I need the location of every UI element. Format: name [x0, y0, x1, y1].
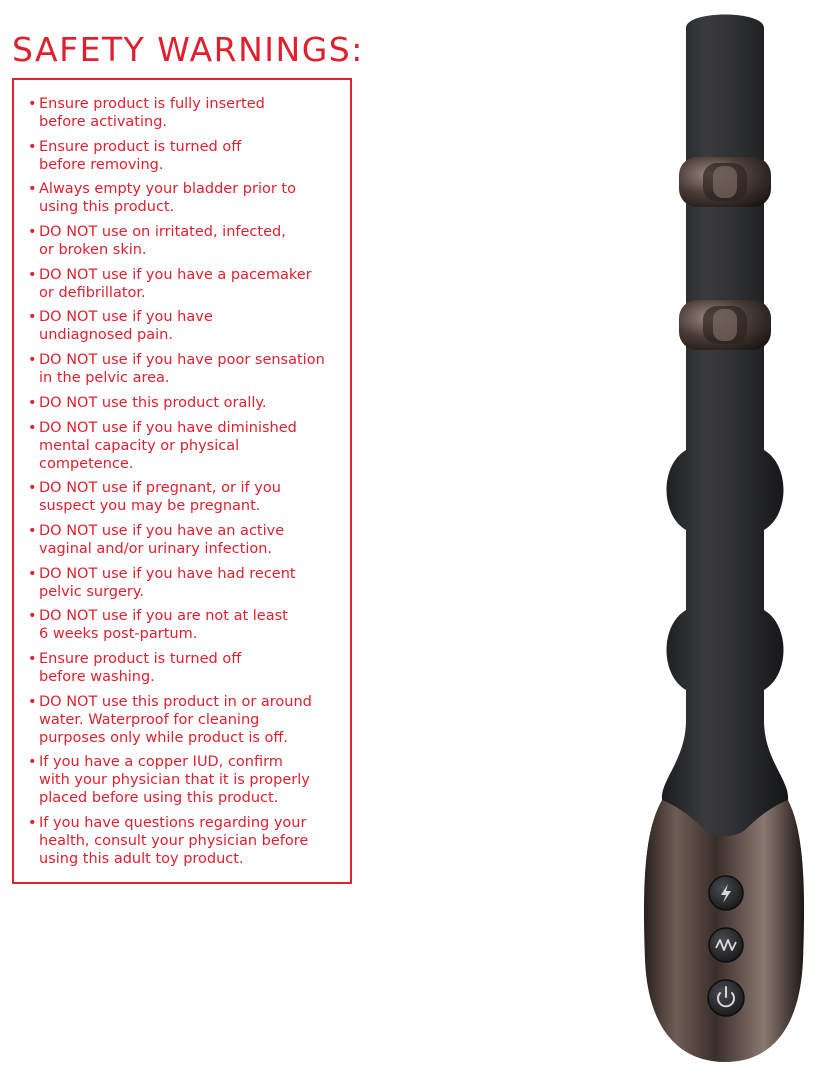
warning-item: • Ensure product is turned off before removing.	[39, 138, 340, 174]
product-image	[630, 0, 835, 1080]
warning-item: • DO NOT use on irritated, infected, or broken skin.	[39, 223, 340, 259]
wave-icon-button	[709, 928, 743, 962]
warning-item: • DO NOT use if you are not at least 6 weeks post-partum.	[39, 607, 340, 643]
warning-item: • DO NOT use if you have an active vaginal and/or urinary infection.	[39, 522, 340, 558]
warning-item: • DO NOT use if you have diminished mental capacity or physical competence.	[39, 419, 340, 473]
warning-item: • DO NOT use if you have undiagnosed pain.	[39, 308, 340, 344]
warning-item: • DO NOT use if you have a pacemaker or defibrillator.	[39, 266, 340, 302]
warning-item: • If you have a copper IUD, confirm with your physician that it is properly placed before using this product.	[39, 753, 340, 807]
warning-list	[14, 80, 350, 868]
warning-item: • DO NOT use if you have had recent pelvic surgery.	[39, 565, 340, 601]
warning-item: • Ensure product is fully inserted before activating.	[39, 95, 340, 131]
warning-item: • DO NOT use if you have poor sensation in the pelvic area.	[39, 351, 340, 387]
warning-item: • DO NOT use if pregnant, or if you suspect you may be pregnant.	[39, 479, 340, 515]
power-icon-button	[708, 980, 744, 1016]
warning-item: • DO NOT use this product in or around water. Waterproof for cleaning purposes only while product is off.	[39, 693, 340, 747]
safety-warnings-box	[12, 78, 352, 884]
warning-item: • If you have questions regarding your health, consult your physician before using this adult toy product.	[39, 814, 340, 868]
device-shaft	[662, 15, 788, 837]
warning-item: • Always empty your bladder prior to using this product.	[39, 180, 340, 216]
lightning-icon-button	[709, 876, 743, 910]
warning-item: • DO NOT use this product orally.	[39, 394, 340, 412]
safety-warnings-title: SAFETY WARNINGS:	[12, 30, 364, 69]
warning-item: • Ensure product is turned off before washing.	[39, 650, 340, 686]
